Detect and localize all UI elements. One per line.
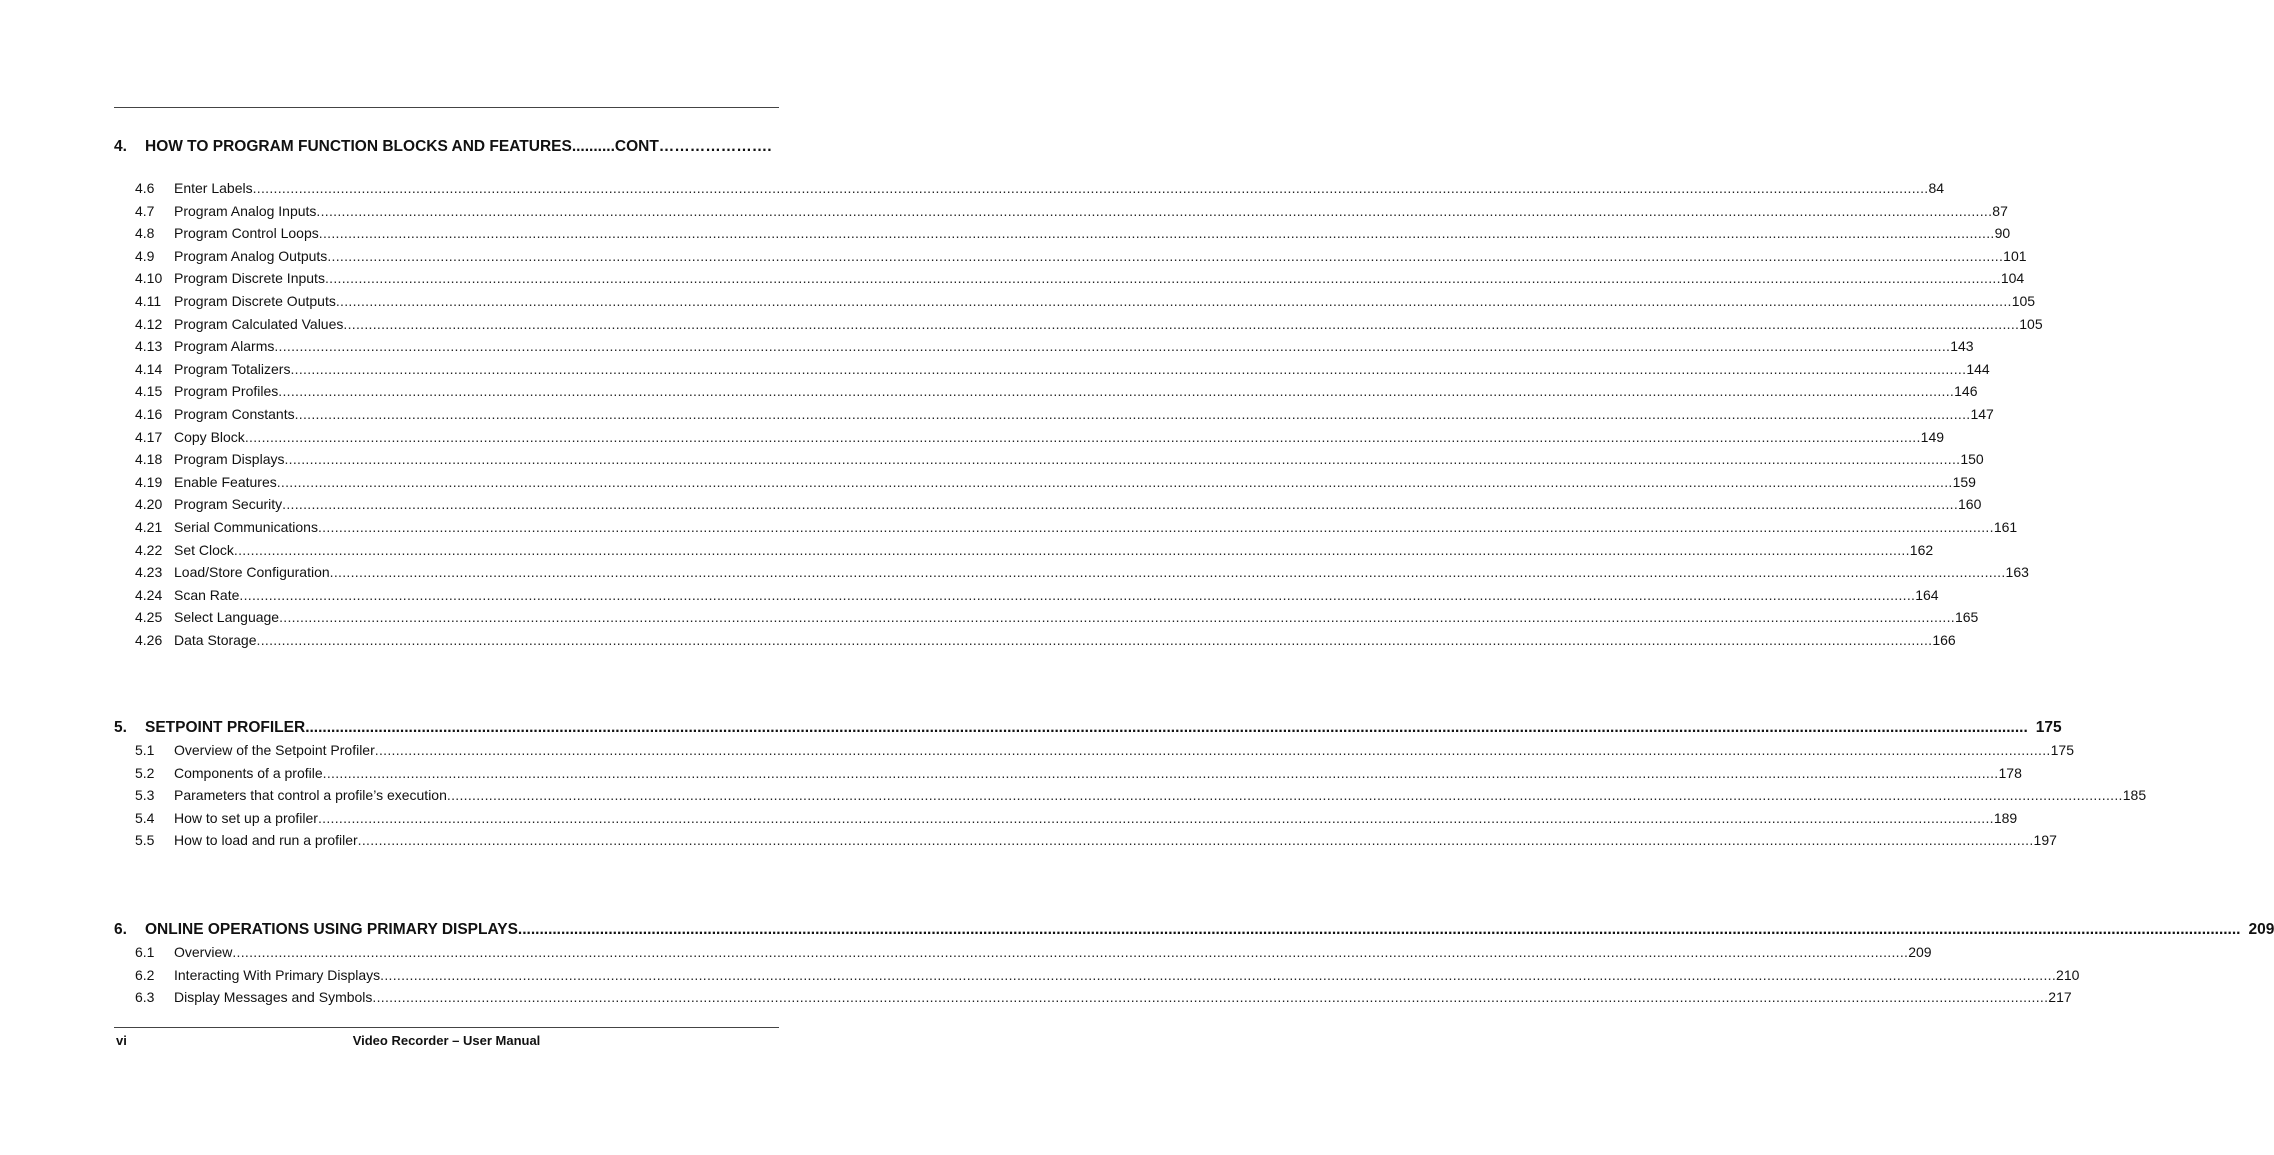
entry-leader-dots: ................................................................................................................................................................................................................................................................................................................................................................................................................ [239, 586, 1916, 603]
entry-page-number: 101 [2003, 247, 2027, 264]
entry-number: 4.8 [135, 225, 155, 242]
section-leader-dots: ................................................................................................................................................................................................................................................................................................................................................................................................................ [517, 921, 2241, 938]
toc-entry[interactable] [114, 267, 2025, 290]
entry-number: 6.2 [135, 966, 155, 983]
entry-leader-dots: ................................................................................................................................................................................................................................................................................................................................................................................................................ [294, 405, 1971, 422]
toc-entry[interactable] [114, 177, 1945, 200]
entry-leader-dots: ................................................................................................................................................................................................................................................................................................................................................................................................................ [282, 496, 1959, 513]
entry-number: 4.21 [135, 518, 163, 535]
entry-title: How to load and run a profiler [174, 832, 358, 849]
section-title: HOW TO PROGRAM FUNCTION BLOCKS AND FEATURES [145, 138, 572, 155]
entry-page-number: 161 [1993, 518, 2018, 535]
entry-leader-dots: ................................................................................................................................................................................................................................................................................................................................................................................................................ [276, 473, 1953, 490]
entry-page-number: 143 [1950, 338, 1974, 355]
toc-entry[interactable] [114, 493, 1982, 516]
entry-page-number: 149 [1920, 428, 1945, 445]
entry-title: Data Storage [174, 631, 257, 648]
toc-entry[interactable] [114, 426, 1945, 449]
entry-leader-dots: ................................................................................................................................................................................................................................................................................................................................................................................................................ [278, 383, 1955, 400]
entry-page-number: 178 [1998, 764, 2022, 781]
entry-number: 5.1 [135, 742, 155, 758]
entry-leader-dots: ................................................................................................................................................................................................................................................................................................................................................................................................................ [374, 742, 2051, 758]
toc-entry[interactable] [114, 539, 1934, 562]
page-footer [114, 1032, 779, 1050]
toc-entry[interactable] [114, 561, 2029, 584]
entry-number: 6.3 [135, 989, 155, 1006]
toc-entry[interactable] [114, 807, 2018, 830]
entry-page-number: 209 [1908, 944, 1932, 960]
section-title: ONLINE OPERATIONS USING PRIMARY DISPLAYS [145, 921, 518, 938]
entry-title: Set Clock [174, 541, 234, 558]
entry-title: Program Constants [174, 405, 295, 422]
entry-number: 4.11 [135, 292, 162, 309]
entry-leader-dots: ................................................................................................................................................................................................................................................................................................................................................................................................................ [322, 764, 1999, 781]
entry-page-number: 197 [2033, 832, 2057, 849]
toc-entry[interactable] [114, 584, 1939, 607]
entry-number: 4.16 [135, 405, 163, 422]
entry-number: 4.14 [135, 360, 163, 377]
toc-section-6 [114, 919, 2274, 1009]
entry-leader-dots: ................................................................................................................................................................................................................................................................................................................................................................................................................ [232, 944, 1909, 960]
entry-leader-dots: ................................................................................................................................................................................................................................................................................................................................................................................................................ [327, 247, 2004, 264]
entry-number: 4.15 [135, 383, 163, 400]
entry-number: 4.25 [135, 609, 163, 626]
entry-leader-dots: ................................................................................................................................................................................................................................................................................................................................................................................................................ [252, 180, 1929, 196]
entry-leader-dots: ................................................................................................................................................................................................................................................................................................................................................................................................................ [244, 428, 1921, 445]
entry-page-number: 147 [1970, 405, 1994, 422]
entry-leader-dots: ................................................................................................................................................................................................................................................................................................................................................................................................................ [446, 787, 2123, 804]
section-number: 4. [114, 138, 127, 155]
entry-number: 4.24 [135, 586, 163, 603]
toc-entry[interactable] [114, 762, 2022, 785]
entry-page-number: 217 [2048, 989, 2072, 1006]
entry-leader-dots: ................................................................................................................................................................................................................................................................................................................................................................................................................ [290, 360, 1967, 377]
entry-number: 6.1 [135, 944, 155, 960]
section-heading[interactable] [114, 136, 799, 158]
entry-title: Program Alarms [174, 338, 275, 355]
entry-title: Interacting With Primary Displays [174, 966, 381, 983]
entry-title: Program Analog Outputs [174, 247, 328, 264]
entry-title: Program Profiles [174, 383, 279, 400]
entry-leader-dots: ................................................................................................................................................................................................................................................................................................................................................................................................................ [357, 832, 2034, 849]
entry-title: Serial Communications [174, 518, 318, 535]
toc-section-4 [114, 136, 2043, 651]
toc-entry[interactable] [114, 784, 2147, 807]
section-title: SETPOINT PROFILER [145, 719, 306, 736]
section-page-number: 209 [2248, 921, 2274, 938]
entry-title: Program Analog Inputs [174, 202, 317, 219]
section-leader-dots: ................................................................................................................................................................................................................................................................................................................................................................................................................ [305, 719, 2028, 736]
toc-entry[interactable] [114, 358, 1990, 381]
entry-number: 4.20 [135, 496, 163, 513]
entry-title: Copy Block [174, 428, 245, 445]
toc-entry[interactable] [114, 986, 2072, 1009]
entry-page-number: 105 [2019, 315, 2043, 332]
entry-page-number: 146 [1954, 383, 1978, 400]
toc-entry[interactable] [114, 739, 2074, 762]
entry-title: Program Discrete Inputs [174, 270, 325, 287]
toc-entry[interactable] [114, 290, 2036, 313]
toc-entry[interactable] [114, 471, 1976, 494]
entry-leader-dots: ................................................................................................................................................................................................................................................................................................................................................................................................................ [324, 270, 2001, 287]
entry-page-number: 165 [1954, 609, 1979, 626]
toc-entries [114, 941, 2080, 1009]
toc-entry[interactable] [114, 829, 2057, 852]
entry-leader-dots: ................................................................................................................................................................................................................................................................................................................................................................................................................ [284, 451, 1961, 468]
toc-entry[interactable] [114, 941, 1932, 964]
entry-page-number: 87 [1992, 202, 2008, 219]
entry-page-number: 105 [2011, 292, 2036, 309]
toc-entry[interactable] [114, 629, 1956, 652]
toc-entry[interactable] [114, 200, 2008, 223]
entry-number: 5.2 [135, 764, 155, 781]
entry-title: Display Messages and Symbols [174, 989, 373, 1006]
entry-leader-dots: ................................................................................................................................................................................................................................................................................................................................................................................................................ [318, 225, 1995, 242]
entry-number: 4.17 [135, 428, 163, 445]
entry-title: Program Control Loops [174, 225, 319, 242]
entry-title: Program Calculated Values [174, 315, 344, 332]
entry-page-number: 84 [1928, 180, 1945, 196]
entry-page-number: 150 [1960, 451, 1984, 468]
entry-leader-dots: ................................................................................................................................................................................................................................................................................................................................................................................................................ [256, 631, 1933, 648]
toc-section-5 [114, 717, 2147, 852]
toc-entry[interactable] [114, 245, 2027, 268]
entry-title: Program Discrete Outputs [174, 292, 336, 309]
entry-title: Components of a profile [174, 764, 323, 781]
entry-page-number: 160 [1958, 496, 1982, 513]
entry-page-number: 166 [1932, 631, 1956, 648]
entry-title: Enter Labels [174, 180, 253, 196]
entry-number: 4.12 [135, 315, 163, 332]
entry-leader-dots: ................................................................................................................................................................................................................................................................................................................................................................................................................ [274, 338, 1951, 355]
toc-entry[interactable] [114, 403, 1994, 426]
entry-title: Program Security [174, 496, 283, 513]
footer-title: Video Recorder – User Manual [352, 1033, 541, 1048]
toc-entry[interactable] [114, 516, 2018, 539]
footer-rule [114, 1027, 779, 1028]
entry-page-number: 210 [2056, 966, 2080, 983]
entry-number: 4.13 [135, 338, 163, 355]
entry-number: 5.5 [135, 832, 155, 849]
entry-leader-dots: ................................................................................................................................................................................................................................................................................................................................................................................................................ [279, 609, 1955, 626]
entry-title: Select Language [174, 609, 280, 626]
footer-page-number: vi [116, 1033, 127, 1048]
entry-leader-dots: ................................................................................................................................................................................................................................................................................................................................................................................................................ [372, 989, 2049, 1006]
entry-page-number: 175 [2050, 742, 2074, 758]
entry-leader-dots: ................................................................................................................................................................................................................................................................................................................................................................................................................ [380, 966, 2057, 983]
entry-number: 4.10 [135, 270, 163, 287]
entry-number: 4.22 [135, 541, 163, 558]
entry-title: Overview of the Setpoint Profiler [174, 742, 375, 758]
toc-entry[interactable] [114, 606, 1979, 629]
entry-number: 4.23 [135, 564, 163, 581]
section-continued: ..........CONT…………………. [571, 138, 772, 155]
entry-title: Program Displays [174, 451, 285, 468]
toc-entry[interactable] [114, 313, 2043, 336]
section-number: 6. [114, 921, 127, 938]
entry-page-number: 159 [1952, 473, 1976, 490]
entry-number: 4.7 [135, 202, 155, 219]
entry-title: Program Totalizers [174, 360, 291, 377]
header-rule [114, 107, 779, 108]
entry-leader-dots: ................................................................................................................................................................................................................................................................................................................................................................................................................ [317, 809, 1994, 826]
entry-title: Scan Rate [174, 586, 240, 603]
entry-title: Load/Store Configuration [174, 564, 330, 581]
entry-leader-dots: ................................................................................................................................................................................................................................................................................................................................................................................................................ [233, 541, 1910, 558]
toc-entry[interactable] [114, 222, 2011, 245]
toc-entry[interactable] [114, 448, 1984, 471]
entry-page-number: 162 [1909, 541, 1934, 558]
section-number: 5. [114, 719, 127, 736]
entry-title: How to set up a profiler [174, 809, 318, 826]
toc-entry[interactable] [114, 380, 1978, 403]
entry-page-number: 189 [1993, 809, 2018, 826]
entry-page-number: 163 [2005, 564, 2029, 581]
entry-page-number: 185 [2122, 787, 2147, 804]
entry-leader-dots: ................................................................................................................................................................................................................................................................................................................................................................................................................ [317, 518, 1994, 535]
entry-number: 4.18 [135, 451, 163, 468]
entry-page-number: 144 [1966, 360, 1990, 377]
entry-leader-dots: ................................................................................................................................................................................................................................................................................................................................................................................................................ [335, 292, 2012, 309]
entry-leader-dots: ................................................................................................................................................................................................................................................................................................................................................................................................................ [343, 315, 2020, 332]
entry-number: 4.26 [135, 631, 163, 648]
toc-entry[interactable] [114, 335, 1974, 358]
entry-number: 4.19 [135, 473, 163, 490]
entry-number: 4.9 [135, 247, 155, 264]
toc-entry[interactable] [114, 964, 2080, 987]
toc-entries [114, 739, 2147, 852]
entry-title: Enable Features [174, 473, 277, 490]
section-page-number: 175 [2035, 719, 2062, 736]
entry-leader-dots: ................................................................................................................................................................................................................................................................................................................................................................................................................ [316, 202, 1993, 219]
entry-number: 5.4 [135, 809, 155, 826]
entry-number: 4.6 [135, 180, 155, 196]
section-heading[interactable] [114, 717, 2062, 739]
entry-title: Overview [174, 944, 233, 960]
section-heading[interactable] [114, 919, 2274, 941]
entry-number: 5.3 [135, 787, 155, 804]
entry-page-number: 164 [1915, 586, 1939, 603]
toc-entries [114, 177, 2043, 651]
entry-leader-dots: ................................................................................................................................................................................................................................................................................................................................................................................................................ [329, 564, 2006, 581]
entry-page-number: 90 [1994, 225, 2011, 242]
entry-page-number: 104 [2000, 270, 2025, 287]
entry-title: Parameters that control a profile’s execution [174, 787, 447, 804]
